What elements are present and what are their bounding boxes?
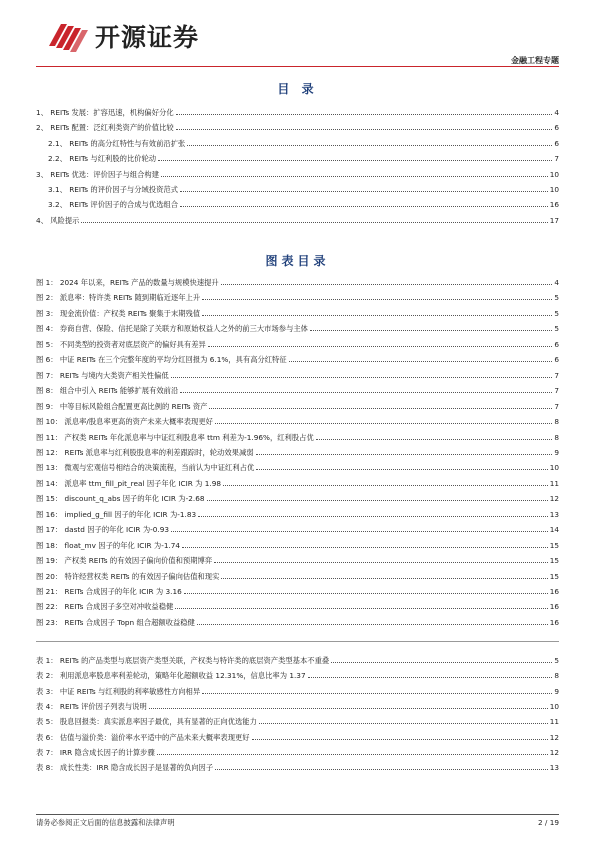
figure-entry-label: 图 12： REITs 派息率与红利股股息率的利差跟踪时，轮动效果减弱	[36, 447, 254, 457]
toc-entry[interactable]	[36, 117, 559, 132]
dot-leader	[214, 562, 548, 563]
logo-mark-icon	[49, 20, 89, 52]
figure-entry[interactable]	[36, 504, 559, 519]
figure-entry-page: 16	[549, 587, 559, 596]
dot-leader	[175, 608, 547, 609]
figure-entry[interactable]	[36, 473, 559, 488]
table-entry-label: 表 6： 估值与溢价类：溢价率水平适中的产品未来大概率表现更好	[36, 732, 250, 742]
figure-entry-label: 图 19： 产权类 REITs 的有效因子偏向价值和预期博弈	[36, 556, 213, 566]
figure-entry-page: 6	[554, 355, 559, 365]
dot-leader	[182, 547, 548, 548]
figure-entry-page: 5	[554, 293, 559, 303]
figure-entry-page: 11	[549, 478, 559, 488]
toc-entry-label: 4、 风险提示	[36, 215, 80, 225]
dot-leader	[209, 408, 552, 409]
figure-entry-page: 6	[554, 339, 559, 349]
figure-entry-page: 5	[554, 308, 559, 318]
toc-entry-label: 3.1、 REITs 的评价因子与分域投资范式	[48, 185, 178, 194]
figure-entry[interactable]	[36, 442, 559, 457]
figure-entry-label: 图 16： implied_g_fill 因子的年化 ICIR 为-1.83	[36, 509, 197, 519]
figure-entry-page: 7	[554, 401, 559, 411]
toc-entry-page: 6	[554, 123, 559, 133]
dot-leader	[180, 392, 552, 393]
dot-leader	[221, 284, 553, 285]
toc-entry-page: 7	[554, 154, 559, 164]
table-entry[interactable]	[36, 727, 559, 742]
table-entry-label: 表 2： 利用派息率股息率利差轮动，策略年化超额收益 12.31%，信息比率为 1.37	[36, 671, 306, 681]
figure-entry-label: 图 6： 中证 REITs 在三个完整年度的平均分红回报为 6.1%，具有高分红特征	[36, 355, 287, 365]
footer	[36, 818, 559, 828]
dot-leader	[252, 739, 548, 740]
table-entry-page: 5	[554, 656, 559, 665]
dot-leader	[197, 624, 548, 625]
figure-entry[interactable]	[36, 287, 559, 302]
figure-entry[interactable]	[36, 488, 559, 503]
toc-entry-label: 2、 REITs 配置：泛红利类资产的价值比较	[36, 123, 174, 133]
dot-leader	[308, 677, 553, 678]
figure-entry-label: 图 17： dastd 因子的年化 ICIR 为-0.93	[36, 525, 170, 535]
figure-entry-label: 图 21： REITs 合成因子的年化 ICIR 为 3.16	[36, 587, 182, 596]
figure-entry-page: 12	[549, 494, 559, 504]
table-entry[interactable]	[36, 665, 559, 680]
dot-leader	[202, 315, 552, 316]
table-entry[interactable]	[36, 742, 559, 757]
figure-entry[interactable]	[36, 349, 559, 364]
dot-leader	[221, 578, 547, 579]
figure-entry-label: 图 14： 派息率 ttm_fill_pit_real 因子年化 ICIR 为 1.98	[36, 478, 221, 488]
table-entry-label: 表 1： REITs 的产品类型与底层资产类型关联，产权类与特许类的底层资产类型基本不重叠	[36, 656, 330, 665]
table-entry-label: 表 4： REITs 评价因子列表与说明	[36, 702, 147, 712]
dot-leader	[176, 114, 553, 115]
table-entry-label: 表 5： 股息回报类：真实派息率因子最优，具有显著的正向优选能力	[36, 717, 257, 727]
figure-entry-label: 图 10： 派息率/股息率更高的资产未来大概率表现更好	[36, 417, 213, 427]
table-entry-page: 12	[549, 748, 559, 758]
figure-entry[interactable]	[36, 365, 559, 380]
table-entry[interactable]	[36, 681, 559, 696]
dot-leader	[310, 330, 552, 331]
dot-leader	[207, 500, 548, 501]
figure-entry-page: 7	[554, 386, 559, 396]
toc-entry-page: 10	[549, 169, 559, 179]
toc-entry-label: 3、 REITs 优选：评价因子与组合构建	[36, 169, 160, 179]
figure-entry[interactable]	[36, 396, 559, 411]
table-entry[interactable]	[36, 650, 559, 665]
toc-entry[interactable]	[36, 102, 559, 117]
dot-leader	[202, 299, 552, 300]
table-entry-page: 8	[554, 671, 559, 681]
dot-leader	[331, 662, 552, 663]
figure-entry-label: 图 8： 组合中引入 REITs 能够扩展有效前沿	[36, 386, 179, 396]
dot-leader	[158, 160, 552, 161]
toc-entry[interactable]	[36, 164, 559, 179]
figure-entry-page: 8	[554, 417, 559, 427]
figure-entry-label: 图 3： 现金流价值：产权类 REITs 聚集于末期残值	[36, 308, 201, 318]
figure-entry-label: 图 20： 特许经营权类 REITs 的有效因子偏向估值和现实	[36, 571, 220, 581]
dot-leader	[157, 754, 548, 755]
page-number: 2 / 19	[537, 818, 559, 827]
figure-entry[interactable]	[36, 272, 559, 287]
dot-leader	[223, 485, 548, 486]
dot-leader	[180, 206, 548, 207]
table-entry-page: 12	[549, 732, 559, 742]
figure-entry[interactable]	[36, 519, 559, 534]
toc-title: 目 录	[277, 82, 318, 96]
toc-entry[interactable]	[48, 194, 559, 209]
figure-entry-page: 8	[554, 432, 559, 442]
dot-leader	[208, 346, 553, 347]
figure-entry-label: 图 2： 派息率：特许类 REITs 随到期临近逐年上升	[36, 293, 201, 303]
figure-entry-label: 图 15： discount_q_abs 因子的年化 ICIR 为-2.68	[36, 494, 205, 504]
dot-leader	[198, 516, 548, 517]
report-type: 金融工程专题	[511, 56, 559, 65]
figure-entry-label: 图 18： float_mv 因子的年化 ICIR 为-1.74	[36, 540, 181, 550]
dot-leader	[259, 723, 548, 724]
table-entry-page: 11	[549, 717, 559, 727]
figure-entry-page: 16	[549, 617, 559, 627]
dot-leader	[316, 439, 553, 440]
toc-entry-page: 4	[554, 108, 559, 117]
toc-entry-label: 1、 REITs 发展：扩容迅速，机构偏好分化	[36, 108, 174, 117]
dot-leader	[215, 423, 552, 424]
figure-entry-label: 图 7： REITs 与境内大类资产相关性偏低	[36, 370, 169, 380]
figure-entry-page: 15	[549, 556, 559, 566]
figure-entry-page: 13	[549, 509, 559, 519]
figure-entry-label: 图 11： 产权类 REITs 年化派息率与中证红利股息率 ttm 利差为-1.96%，红利股占优	[36, 432, 314, 442]
toc-entry[interactable]	[48, 133, 559, 148]
figure-entry-label: 图 5： 不同类型的投资者对底层资产的偏好具有差异	[36, 339, 206, 349]
dot-leader	[289, 361, 553, 362]
figure-entry[interactable]	[36, 334, 559, 349]
figure-entry-label: 图 9： 中等目标风险组合配置更高比例的 REITs 资产	[36, 401, 208, 411]
toc-entry-label: 3.2、 REITs 评价因子的合成与优选组合	[48, 200, 178, 210]
footer-rule	[36, 814, 559, 815]
figure-entry[interactable]	[36, 411, 559, 426]
toc-entry[interactable]	[36, 210, 559, 225]
figure-entry[interactable]	[36, 318, 559, 333]
figure-entry-page: 15	[549, 540, 559, 550]
toc-entry-label: 2.1、 REITs 的高分红特性与有效前沿扩张	[48, 138, 186, 148]
figure-entry[interactable]	[36, 581, 559, 596]
figure-entry-page: 5	[554, 324, 559, 334]
dot-leader	[256, 469, 547, 470]
table-entry-page: 13	[549, 763, 559, 773]
toc-entry-page: 10	[549, 185, 559, 194]
dot-leader	[171, 377, 553, 378]
figure-entry[interactable]	[36, 596, 559, 611]
table-entry-label: 表 7： IRR 隐含成长因子的计算步骤	[36, 748, 155, 758]
dot-leader	[215, 769, 548, 770]
figure-entry[interactable]	[36, 535, 559, 550]
figure-entry-page: 7	[554, 370, 559, 380]
dot-leader	[202, 693, 552, 694]
toc-entry-page: 16	[549, 200, 559, 210]
figure-entry[interactable]	[36, 303, 559, 318]
figures-title: 图表目录	[265, 254, 330, 268]
dot-leader	[176, 129, 553, 130]
figure-entry-page: 15	[549, 571, 559, 581]
section-divider	[36, 641, 559, 642]
table-entry-page: 9	[554, 686, 559, 696]
figure-entry-page: 9	[554, 447, 559, 457]
dot-leader	[184, 593, 548, 594]
toc-entry[interactable]	[48, 179, 559, 194]
footer-disclaimer: 请务必参阅正文后面的信息披露和法律声明	[36, 818, 175, 827]
figure-entry[interactable]	[36, 427, 559, 442]
header-rule	[36, 66, 559, 67]
figure-entry-label: 图 13： 微观与宏观信号相结合的决策流程，当前认为中证红利占优	[36, 463, 255, 473]
table-entry-label: 表 3： 中证 REITs 与红利股的利率敏感性方向相异	[36, 686, 201, 696]
figure-entry-label: 图 22： REITs 合成因子多空对冲收益稳健	[36, 602, 174, 612]
table-entry-label: 表 8： 成长性类：IRR 隐含成长因子是显著的负向因子	[36, 763, 214, 773]
figure-entry-page: 4	[554, 278, 559, 287]
table-entry[interactable]	[36, 711, 559, 726]
toc-entry-page: 17	[549, 215, 559, 225]
figure-entry-label: 图 4： 券商自营、保险、信托是除了关联方和原始权益人之外的前三大市场参与主体	[36, 324, 308, 334]
figure-entry[interactable]	[36, 380, 559, 395]
toc-entry-page: 6	[554, 138, 559, 148]
figure-entry[interactable]	[36, 550, 559, 565]
figure-entry-page: 10	[549, 463, 559, 473]
brand-logo	[49, 18, 199, 54]
toc-entry-label: 2.2、 REITs 与红利股的比价轮动	[48, 154, 157, 164]
figure-entry[interactable]	[36, 612, 559, 627]
table-entry[interactable]	[36, 757, 559, 772]
table-entry-page: 10	[549, 702, 559, 712]
table-entry[interactable]	[36, 696, 559, 711]
dot-leader	[81, 222, 547, 223]
figure-entry-label: 图 1： 2024 年以来，REITs 产品的数量与规模快速提升	[36, 278, 219, 287]
figure-entry-label: 图 23： REITs 合成因子 Topn 组合超额收益稳健	[36, 617, 195, 627]
dot-leader	[149, 708, 548, 709]
toc-entry[interactable]	[48, 148, 559, 163]
dot-leader	[161, 176, 548, 177]
dot-leader	[171, 531, 548, 532]
figure-entry-page: 14	[549, 525, 559, 535]
figure-entry[interactable]	[36, 566, 559, 581]
dot-leader	[256, 454, 553, 455]
figure-entry[interactable]	[36, 457, 559, 472]
figure-entry-page: 16	[549, 602, 559, 612]
dot-leader	[180, 191, 548, 192]
brand-name: 开源证券	[95, 23, 200, 52]
dot-leader	[187, 145, 552, 146]
